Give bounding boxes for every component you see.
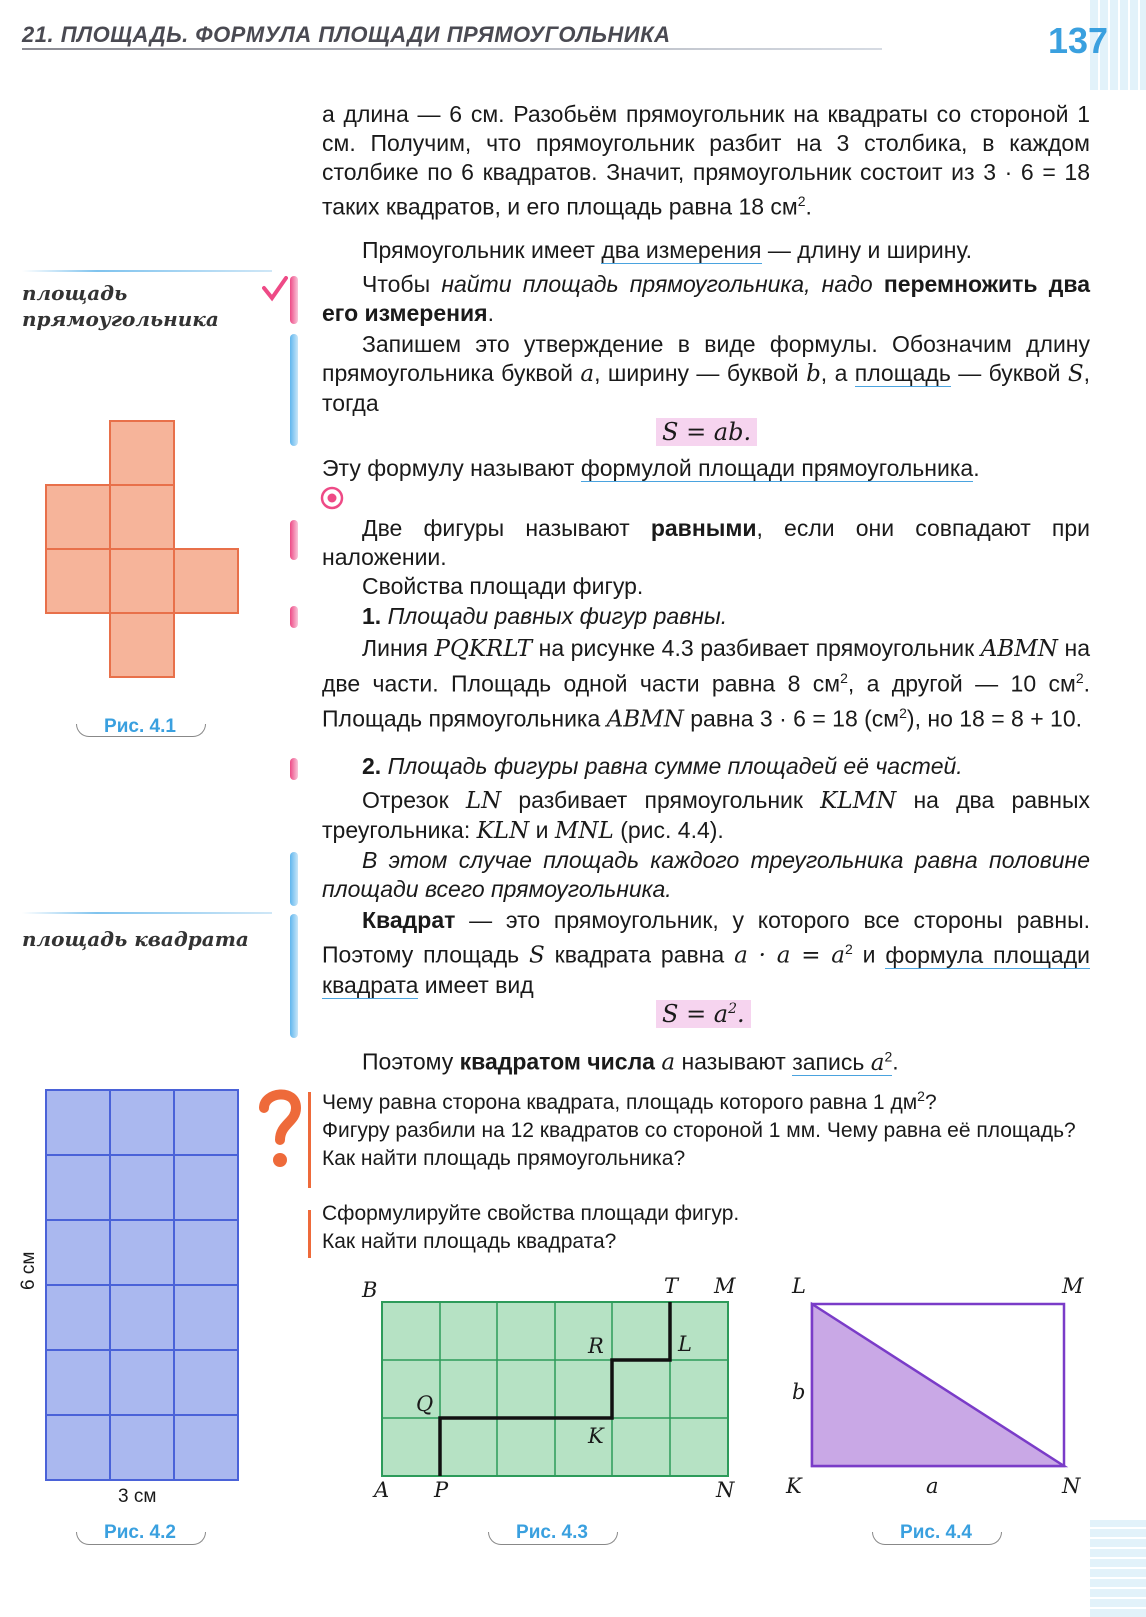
formula-square-area: $S = a^2$. <box>656 1000 751 1028</box>
property-marker-bar <box>290 606 298 628</box>
caption-fig-4-4: Рис. 4.4 <box>900 1522 972 1543</box>
text: называют <box>675 1048 793 1075</box>
fig43-label-M: M <box>714 1274 736 1298</box>
var: ABMN <box>980 636 1058 662</box>
text: Свойства площади фигур. <box>362 573 644 599</box>
text: Отрезок <box>362 787 466 813</box>
paragraph-line-split <box>322 634 1090 734</box>
var: a <box>661 1049 676 1076</box>
var: ABMN <box>606 706 684 733</box>
questions-block-1 <box>322 1082 1090 1173</box>
paragraph-rule: Чтобы найти площадь прямоугольника, надо перемножить два его измерения. <box>322 271 1090 326</box>
var: PQKRLT <box>434 636 533 662</box>
text: и <box>852 941 886 968</box>
fig44-label-N: N <box>1062 1474 1081 1498</box>
superscript: 2 <box>845 941 853 957</box>
caption-fig-4-3: Рис. 4.3 <box>516 1522 588 1543</box>
text: Линия <box>362 635 435 661</box>
paragraph-formula-intro <box>322 330 1090 418</box>
paragraph-square <box>322 906 1090 1000</box>
square-marker-bar <box>290 914 298 1038</box>
margin-term-rectangle-area <box>22 280 219 332</box>
question-mark-icon <box>258 1086 302 1172</box>
var: a · a = a <box>734 942 845 969</box>
decorative-corner-bottom <box>1090 1520 1146 1617</box>
superscript: 2 <box>797 193 806 209</box>
text: , ширину — буквой <box>594 360 807 386</box>
target-icon <box>320 486 344 510</box>
paragraph-equal-figures <box>322 514 1090 601</box>
question-bracket <box>308 1092 311 1188</box>
fig43-label-R: R <box>588 1334 604 1358</box>
var: a <box>580 361 595 387</box>
text: — это прямоугольник, у которого все стороны равны. Поэтому площадь <box>322 907 1090 968</box>
var: KLN <box>476 818 530 844</box>
term-rectangle-area-formula: формулой площади прямоугольника <box>580 455 974 481</box>
var: MNL <box>554 818 614 844</box>
margin-rule <box>22 912 272 914</box>
text: на два равных треугольника: <box>322 787 1090 843</box>
property-2 <box>322 752 1090 781</box>
term-square-area-formula: формула площади квадрата <box>322 941 1090 998</box>
property-1 <box>322 602 1090 631</box>
paragraph-segment-split <box>322 786 1090 846</box>
question-text: Сформулируйте свойства площади фигур. <box>322 1202 740 1225</box>
superscript: 2 <box>728 1001 738 1017</box>
figure-4-3-grid <box>360 1270 760 1510</box>
margin-term-line: площадь <box>22 281 128 305</box>
italic-text: В этом случае площадь каждого треугольника равна половине площади всего прямоугольника. <box>322 847 1090 902</box>
text: и <box>529 817 555 843</box>
text: Эту формулу называют <box>322 455 581 481</box>
var: S <box>1067 361 1084 387</box>
rule-marker-bar <box>290 276 298 324</box>
figure-4-2-grid <box>40 1084 250 1484</box>
fig-4-2-width-label: 3 см <box>118 1486 157 1507</box>
fig43-label-L: L <box>678 1332 692 1356</box>
note-marker-bar <box>290 852 298 906</box>
italic-text: Площадь фигуры равна сумме площадей её частей. <box>387 753 963 779</box>
text: разбивает прямоугольник <box>501 787 821 813</box>
text: , если они совпадают при наложении. <box>322 515 1090 570</box>
fig44-label-L: L <box>792 1274 806 1298</box>
text: квадрата равна <box>544 941 735 968</box>
text: ), но 18 = 8 + 10. <box>906 705 1083 732</box>
text: на рисунке 4.3 разбивает прямоугольник <box>532 635 981 661</box>
intro-text: а длина — 6 см. Разобьём прямоугольник на квадраты со стороной 1 см. Получим, что прямоугольник разбит на 3 столбика, в каждом столбике по 6 квадратов. Значит, прямоугольник состоит из 3 · 6 = 18 таких квадратов, и его площадь равна 18 см <box>322 101 1090 220</box>
formula-rectangle-area: S = ab. <box>656 418 757 446</box>
text: Чтобы <box>362 271 442 297</box>
term-area: площадь <box>854 360 951 386</box>
text: равна 3 · 6 = 18 (см <box>683 705 900 732</box>
text: Две фигуры называют <box>362 515 651 541</box>
var: S <box>529 942 545 969</box>
fig43-label-T: T <box>664 1274 679 1298</box>
question-bracket <box>308 1210 311 1258</box>
superscript: 2 <box>899 704 907 721</box>
margin-term-line: прямоугольника <box>22 307 219 331</box>
text: ? <box>924 1091 937 1114</box>
paragraph-formula-name: Эту формулу называют формулой площади прямоугольника. <box>322 455 980 481</box>
text: на две части. Площадь одной части равна 8 см <box>322 635 1090 697</box>
figure-4-1-cross <box>40 415 250 690</box>
text: . Площадь прямоугольника <box>322 670 1090 732</box>
fig44-label-M: M <box>1062 1274 1084 1298</box>
superscript: 2 <box>884 1048 893 1064</box>
caption-fig-4-1: Рис. 4.1 <box>104 716 176 737</box>
formula-marker-bar <box>290 334 298 446</box>
fig43-label-Q: Q <box>416 1392 434 1416</box>
var: a <box>870 1049 885 1076</box>
text: имеет вид <box>418 971 534 998</box>
paragraph-square-number: Поэтому квадратом числа a называют запись $a^2$. <box>362 1048 899 1076</box>
text: — буквой <box>950 360 1068 386</box>
paragraph-triangle-note <box>322 846 1090 904</box>
fig43-label-P: P <box>434 1478 449 1502</box>
fig44-label-b: b <box>792 1380 806 1404</box>
text: — длину и ширину. <box>761 237 973 263</box>
question-text: Чему равна сторона квадрата, площадь которого равна 1 дм <box>322 1091 918 1114</box>
page-number: 137 <box>1048 20 1109 61</box>
text: Прямоугольник имеет <box>362 237 602 263</box>
superscript: 2 <box>840 670 848 686</box>
formula-text: S = a <box>662 1000 729 1028</box>
question-text: Как найти площадь квадрата? <box>322 1230 617 1253</box>
paragraph-dimensions <box>322 236 1090 265</box>
var: LN <box>465 788 502 814</box>
italic-text: Площади равных фигур равны. <box>387 603 728 629</box>
superscript: 2 <box>917 1088 925 1104</box>
fig44-label-K: K <box>786 1474 802 1498</box>
term-two-dimensions: два измерения <box>601 237 762 263</box>
question-text: Как найти площадь прямоугольника? <box>322 1147 686 1170</box>
italic-text: найти площадь прямоугольника, надо <box>441 271 884 297</box>
fig44-label-a: a <box>926 1474 939 1498</box>
bold-text: 2. <box>362 753 382 779</box>
fig-4-2-height-label: 6 см <box>18 1251 39 1290</box>
fig43-label-A: A <box>374 1478 390 1502</box>
var: b <box>806 361 821 387</box>
text: , а другой — 10 см <box>847 670 1076 697</box>
margin-rule <box>22 270 272 272</box>
bold-text: квадратом числа <box>459 1048 655 1075</box>
question-text: Фигуру разбили на 12 квадратов со стороной 1 мм. Чему равна её площадь? <box>322 1119 1076 1142</box>
property-marker-bar <box>290 758 298 780</box>
text: (рис. 4.4). <box>613 817 724 843</box>
paragraph-intro: а длина — 6 см. Разобьём прямоугольник на квадраты со стороной 1 см. Получим, что прямоугольник разбит на 3 столбика, в каждом столбике по 6 квадратов. Значит, прямоугольник состоит из 3 · 6 = 18 таких квадратов, и его площадь равна 18 $см^2$. <box>322 101 1090 220</box>
header-rule <box>22 48 882 50</box>
text: Запишем это утверждение в виде формулы. Обозначим длину прямоугольника буквой <box>322 331 1090 386</box>
superscript: 2 <box>1075 670 1084 686</box>
bold-text: равными <box>650 515 757 541</box>
questions-block-2 <box>322 1200 1090 1256</box>
bold-text: 1. <box>362 603 382 629</box>
margin-term-square-area: площадь квадрата <box>22 927 249 951</box>
caption-fig-4-2: Рис. 4.2 <box>104 1522 176 1543</box>
fig43-label-N: N <box>716 1478 735 1502</box>
fig43-label-K: K <box>588 1424 604 1448</box>
fig43-label-B: B <box>362 1278 378 1302</box>
check-mark-icon <box>262 276 288 302</box>
var: KLMN <box>820 788 897 814</box>
definition-marker-bar <box>290 520 298 560</box>
figure-4-4-rectangle <box>800 1290 1080 1490</box>
text: , тогда <box>322 360 1090 416</box>
text: , а <box>820 360 855 386</box>
bold-text: Квадрат <box>362 907 456 933</box>
term-record: запись <box>792 1048 865 1075</box>
text: Поэтому <box>362 1048 460 1075</box>
bold-text: перемножить два его измерения <box>322 271 1090 326</box>
page-header-title: 21. ПЛОЩАДЬ. ФОРМУЛА ПЛОЩАДИ ПРЯМОУГОЛЬНИКА <box>22 22 671 47</box>
